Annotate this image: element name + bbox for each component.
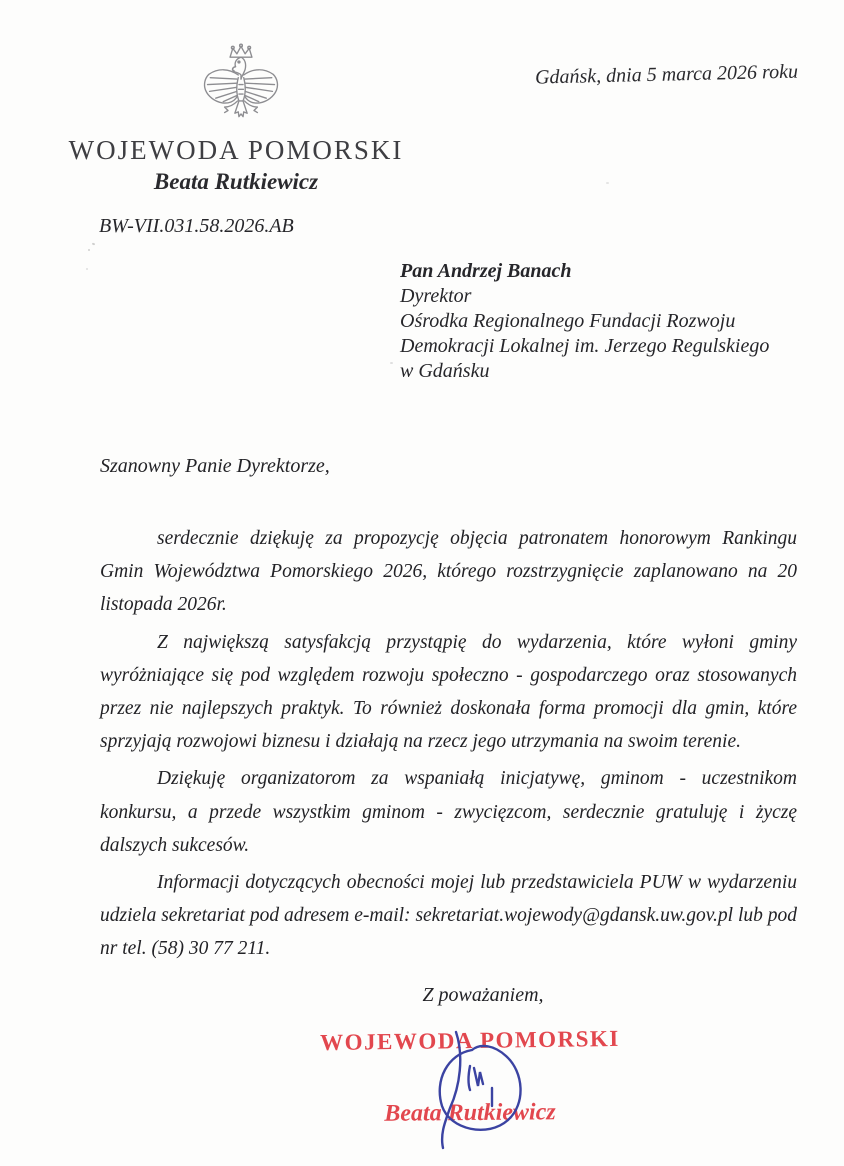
sender-official-name: Beata Rutkiewicz xyxy=(153,169,319,194)
closing-phrase: Z poważaniem, xyxy=(422,984,544,1006)
stamp-office-text: WOJEWODA POMORSKI xyxy=(320,1025,620,1056)
salutation: Szanowny Panie Dyrektorze, xyxy=(100,455,330,477)
letter-body xyxy=(100,522,797,970)
paragraph-3: Dziękuję organizatorom za wspaniałą inicjatywę, gminom - uczestnikom konkursu, a przede wszystkim gminom - zwycięzcom, serdecznie gratuluję i życzę dalszych sukcesów. xyxy=(100,768,797,856)
sender-office-title: WOJEWODA POMORSKI xyxy=(68,135,404,165)
scan-speck xyxy=(390,362,393,364)
paragraph-4: Informacji dotyczących obecności mojej lub przedstawiciela PUW w wydarzeniu udziela sekretariat pod adresem e-mail: sekretariat.wojewody@gdansk.uw.gov.pl lub pod nr tel. (58) 30 77 211. xyxy=(100,872,797,960)
reference-number: BW-VII.031.58.2026.AB xyxy=(99,215,294,237)
recipient-org-line-2: Demokracji Lokalnej im. Jerzego Regulskiego xyxy=(400,335,770,357)
scan-speck xyxy=(92,243,96,246)
scan-speck xyxy=(86,268,88,270)
place-and-date: Gdańsk, dnia 5 marca 2026 roku xyxy=(534,60,799,89)
paragraph-2: Z największą satysfakcją przystąpię do wydarzenia, które wyłoni gminy wyróżniające się pod względem rozwoju społeczno - gospodarczego oraz stosowanych przez nie najlepszych praktyk. To również doskonała forma promocji dla gmin, które sprzyjają rozwojowi biznesu i działają na rzecz jego utrzymania na swoim terenie. xyxy=(100,631,797,753)
recipient-block xyxy=(400,259,769,384)
polish-eagle-emblem-icon xyxy=(200,42,282,138)
recipient-org-line-3: w Gdańsku xyxy=(400,360,490,382)
recipient-org-line-1: Ośrodka Regionalnego Fundacji Rozwoju xyxy=(400,310,736,332)
scan-speck xyxy=(88,249,90,251)
scan-speck xyxy=(606,182,609,184)
recipient-title: Dyrektor xyxy=(400,285,472,307)
recipient-name: Pan Andrzej Banach xyxy=(400,260,572,282)
stamp-signer-name: Beata Rutkiewicz xyxy=(384,1099,556,1127)
handwritten-signature-icon xyxy=(410,1030,545,1157)
paragraph-1: serdecznie dziękuję za propozycję objęcia patronatem honorowym Rankingu Gmin Województwa Pomorskiego 2026, którego rozstrzygnięcie zaplanowano na 20 listopada 2026r. xyxy=(100,528,797,616)
